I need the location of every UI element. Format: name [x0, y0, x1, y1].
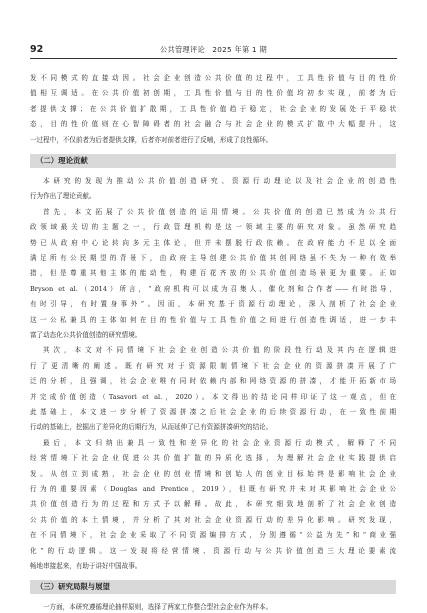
text-line: 富了动态化公共价值创造的研究情境。: [30, 331, 142, 339]
text-line: 势已从政府中心论转向多元主体论，但并未摆脱行政依赖。在政府能力不足以全面: [30, 238, 396, 247]
text-line: 满足所有公民期望的背景下，由政府主导创建公共价值其创网络虽不失为一种有效举: [30, 254, 396, 262]
text-line: 化”的行动逻辑。这一发现将经营情境、资源行动与公共价值创造三大理论要素流: [30, 546, 396, 555]
text-line: 行了更清晰的阐述。既有研究对于资源限制情境下社会企业的资源拼凑开展了广: [30, 361, 396, 370]
text-line: 行为作出了理论贡献。: [30, 192, 96, 201]
text-line: 态，目的性价值则在心智障碍者的社会融合与社会企业的模式扩散中大幅提升，这: [30, 120, 396, 129]
text-line: 有时引导，有时置身事外”。因而，本研究基于资源行动理论，深入剖析了社会企业: [30, 300, 396, 309]
text-line: Bryson et al.（2014）所言，“政府机构可以成为召集人、催化剂和合作者——有时指导，: [30, 284, 396, 293]
text-line: 行动的基础上，挖掘出了差异化的后期行为，从而延伸了已有资源拼凑研究的结论。: [30, 423, 273, 432]
text-line: 发。从创立到成熟，社会企业的创业情境和创始人的创业目标始终是影响社会企业: [30, 469, 396, 478]
text-line: 其次，本文对不同情境下社会企业创造公共价值的阶段性行动及其内在逻辑进: [43, 346, 396, 355]
text-line: 措，但是尊重其他主体的能动性，构建百花齐放的公共价值创造场景更为重要。正如: [30, 269, 396, 278]
text-line: 在不同情境下，社会企业采取了不同资源编排方式，分别遵循“公益为先”和“商业强: [30, 531, 396, 540]
page-number: 92: [30, 44, 44, 55]
running-header: [30, 44, 397, 59]
text-line: 并完成价值创造（Tasavori et al.，2020）。本文得出的结论同样印证了这一观点，但在: [30, 392, 396, 401]
text-line: 经营情境下社会企业促进公共价值扩散的异质化选择，为理解社会企业实践提供启: [30, 454, 396, 463]
text-line: 一方面，本研究遵循理论抽样原则，选择了两家工作整合型社会企业作为样本。: [43, 603, 273, 612]
text-line: 泛的分析，且强调，社会企业唯有同时依赖内部和网络资源的拼凑，才能开拓新市场: [30, 377, 396, 386]
text-line: 畅地串接起来，有助于讲好中国故事。: [30, 562, 142, 570]
text-line: 值相互调适。在公共价值初创期，工具性价值与目的性价值均初步实现，前者为后: [30, 89, 396, 98]
text-line: 首先，本文拓展了公共价值创造的运用情境。公共价值的创造已然成为公共行: [43, 207, 396, 216]
text-line: 行为的重要因素（Douglas and Prentice，2019），但既有研究并未对其影响社会企业公: [30, 485, 396, 493]
text-line: 者提供支撑；在公共价值扩散期，工具性价值趋于稳定，社会企业的发展处于平稳状: [30, 104, 396, 113]
journal-title: 公共管理评论 2025 年第 1 期: [160, 45, 267, 54]
text-line: 本研究的发现为推动公共价值创造研究、资源行动理论以及社会企业的创造性: [43, 177, 396, 185]
text-line: 政领域最关切的主题之一，行政管理机构是这一领域主要的研究对象。虽然研究趋: [30, 223, 396, 232]
text-line: 一过程中，不仅前者为后者提供支撑，后者亦对前者进行了反哺，形成了良性循环。: [30, 135, 273, 144]
section-heading: （三）研究局限与展望: [30, 580, 396, 594]
text-line: 这一公私兼具的主体如何在目的性价值与工具性价值之间进行创造性调适，进一步丰: [30, 315, 396, 324]
text-line: 最后，本文归纳出兼具一致性和差异化的社会企业资源行动模式，解释了不同: [43, 438, 396, 447]
text-line: 公共价值的本土情境，并分析了其对社会企业资源行动的差异化影响。研究发现，: [30, 515, 396, 524]
text-line: 此基础上，本文进一步分析了资源拼凑之后社会企业的后续资源行动，在一致性前期: [30, 408, 396, 416]
text-line: 发不同模式的直接动因。社会企业创造公共价值的过程中，工具性价值与目的性价: [30, 74, 396, 82]
section-heading: （二）理论贡献: [30, 154, 396, 168]
text-line: 共价值创造行为的过程和方式予以解释。故此，本研究细致地剖析了社会企业创造: [30, 500, 396, 509]
